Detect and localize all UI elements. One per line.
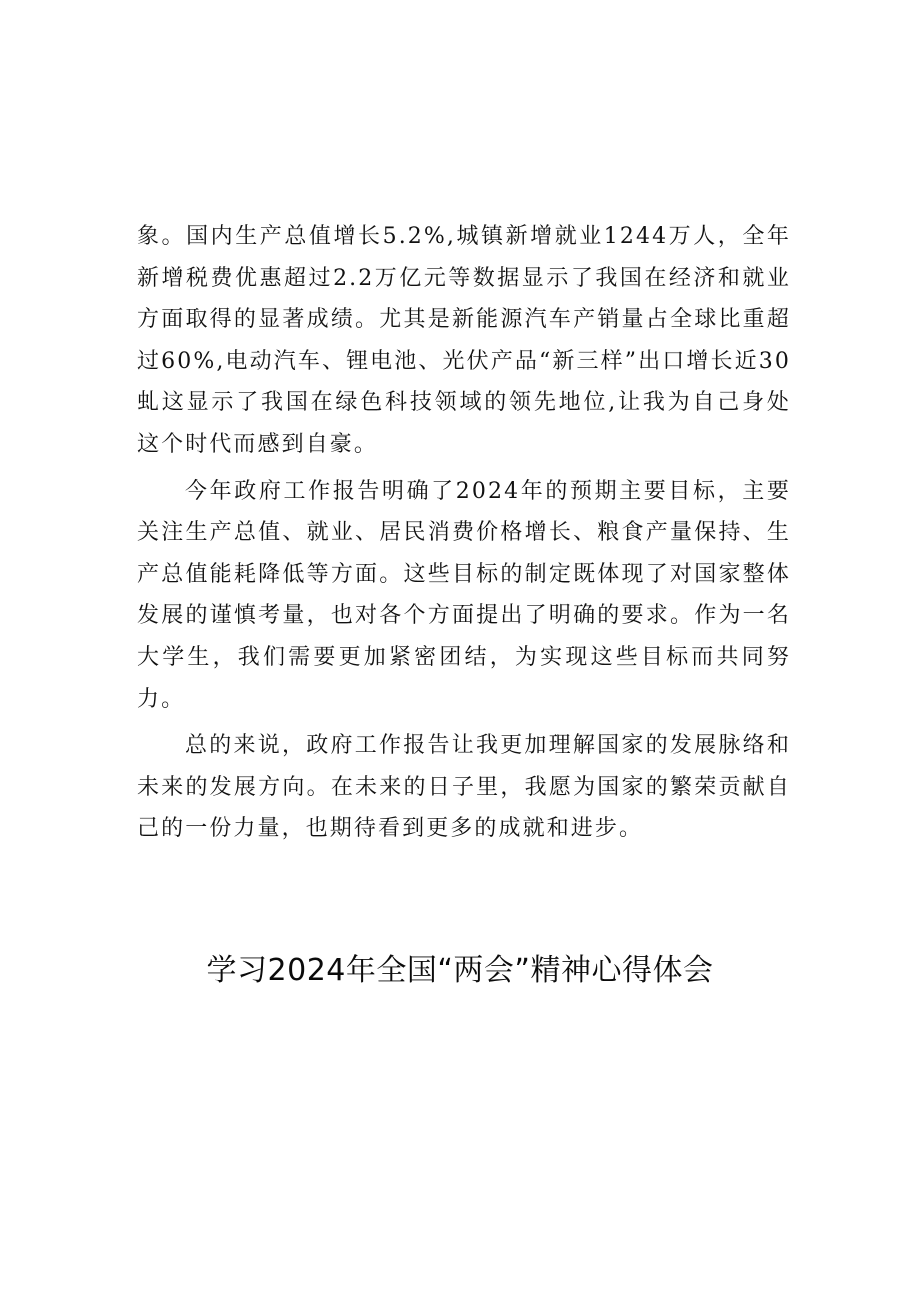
section-heading: 学习2024年全国“两会”精神心得体会 bbox=[206, 953, 714, 988]
paragraph-targets: 今年政府工作报告明确了2024年的预期主要目标，主要关注生产总值、就业、居民消费价格增长、粮食产量保持、生产总值能耗降低等方面。这些目标的制定既体现了对国家整体发展的谨慎考量，也对各个方面提出了明确的要求。作为一名大学生，我们需要更加紧密团结，为实现这些目标而共同努力。 bbox=[137, 478, 791, 712]
document-body bbox=[137, 216, 791, 855]
paragraph-conclusion: 总的来说，政府工作报告让我更加理解国家的发展脉络和未来的发展方向。在未来的日子里，我愿为国家的繁荣贡献自己的一份力量，也期待看到更多的成就和进步。 bbox=[137, 733, 791, 842]
paragraph-continued: 象。国内生产总值增长5.2%,城镇新增就业1244万人，全年新增税费优惠超过2.2万亿元等数据显示了我国在经济和就业方面取得的显著成绩。尤其是新能源汽车产销量占全球比重超过60%,电动汽车、锂电池、光伏产品“新三样”出口增长近30虬这显示了我国在绿色科技领域的领先地位,让我为自己身处这个时代而感到自豪。 bbox=[137, 224, 791, 457]
